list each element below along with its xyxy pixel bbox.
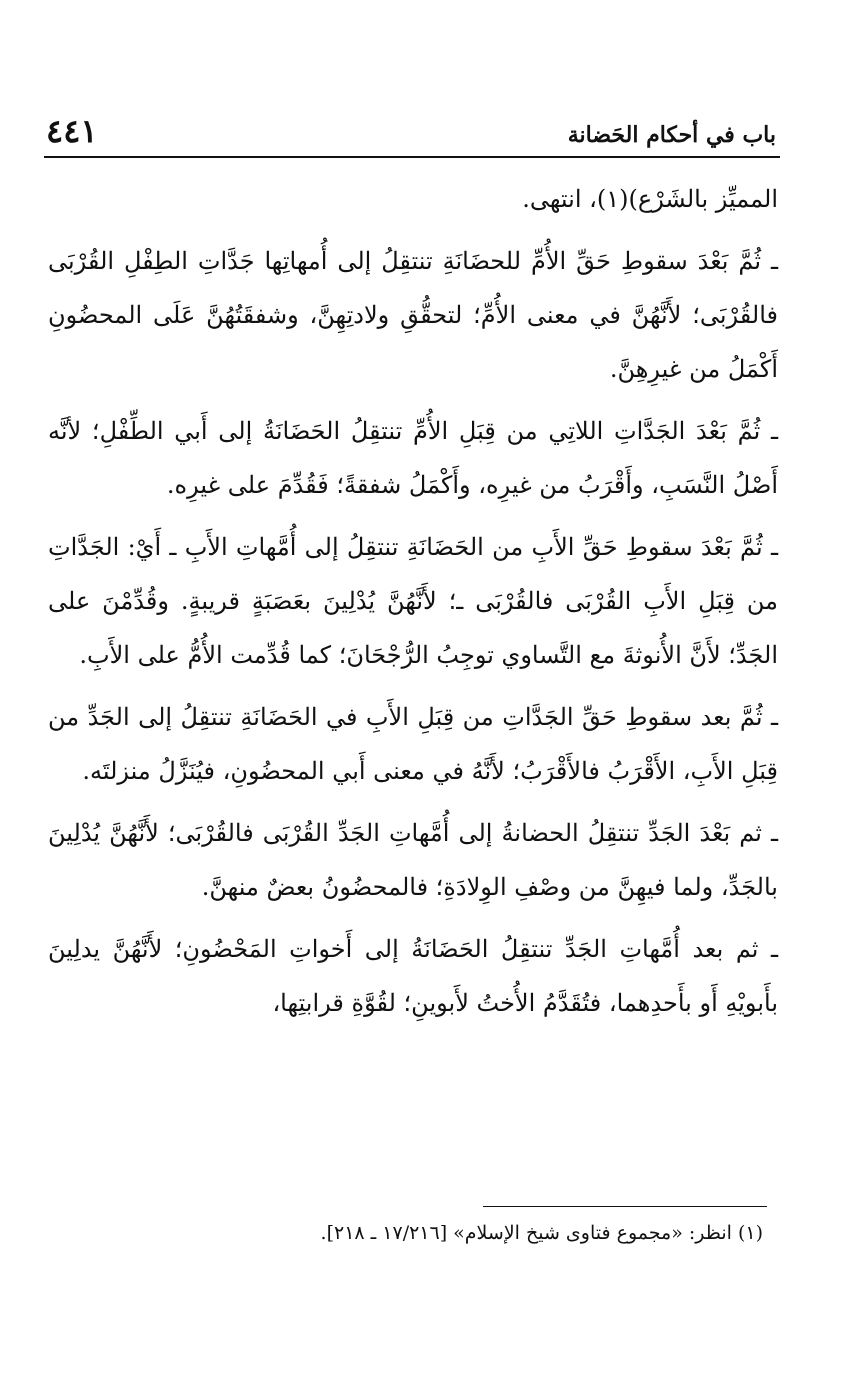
- running-title: باب في أحكام الحَضانة: [567, 122, 776, 148]
- footnote-rule: [483, 1206, 767, 1207]
- body-text: [48, 172, 778, 1038]
- page-header: [44, 112, 780, 152]
- paragraph-4: ـ ثُمَّ بَعْدَ سقوطِ حَقِّ الأَبِ من الحَضَانَةِ تنتقِلُ إلى أُمَّهاتِ الأَبِ ـ أَيْ: الجَدَّاتِ من قِبَلِ الأَبِ القُرْبَى فالقُرْبَى ـ؛ لأَنَّهُنَّ يُدْلِينَ بعَصَبَةٍ قريبةٍ. وقُدِّمْنَ على الجَدِّ؛ لأَنَّ الأُنوثةَ مع التَّساوي توجِبُ الرُّجْحَانَ؛ كما قُدِّمت الأُمُّ على الأَبِ.: [48, 533, 778, 669]
- paragraph-5: ـ ثُمَّ بعد سقوطِ حَقِّ الجَدَّاتِ من قِبَلِ الأَبِ في الحَضَانَةِ تنتقِلُ إلى الجَدِّ من قِبَلِ الأَبِ، الأَقْرَبُ فالأَقْرَبُ؛ لأَنَّهُ في معنى أَبي المحضُونِ، فيُنَزَّلُ منزلتَه.: [48, 703, 778, 785]
- paragraph-2: ـ ثُمَّ بَعْدَ سقوطِ حَقِّ الأُمِّ للحضَانَةِ تنتقِلُ إلى أُمهاتِها جَدَّاتِ الطِفْلِ القُرْبَى فالقُرْبَى؛ لأَنَّهُنَّ في معنى الأُمِّ؛ لتحقُّقِ ولادتِهِنَّ، وشفقَتُهُنَّ عَلَى المحضُونِ أَكْمَلُ من غيرِهِنَّ.: [48, 247, 778, 383]
- paragraph-7: ـ ثم بعد أُمَّهاتِ الجَدِّ تنتقِلُ الحَضَانَةُ إلى أَخواتِ المَحْضُونِ؛ لأَنَّهُنَّ يدلِينَ بأَبويْهِ أَو بأَحدِهما، فتُقَدَّمُ الأُختُ لأَبوينِ؛ لقُوَّةِ قرابتِها،: [48, 935, 778, 1017]
- header-rule: [44, 156, 780, 158]
- paragraph-3: ـ ثُمَّ بَعْدَ الجَدَّاتِ اللاتِي من قِبَلِ الأُمِّ تنتقِلُ الحَضَانَةُ إلى أَبي الطِّفْلِ؛ لأنَّه أَصْلُ النَّسَبِ، وأَقْرَبُ من غيرِه، وأَكْمَلُ شفقةً؛ فَقُدِّمَ على غيرِه.: [48, 417, 778, 499]
- page-number: ٤٤١: [46, 112, 98, 150]
- paragraph-6: ـ ثم بَعْدَ الجَدِّ تنتقِلُ الحضانةُ إلى أُمَّهاتِ الجَدِّ القُرْبَى فالقُرْبَى؛ لأَنَّهُنَّ يُدْلِينَ بالجَدِّ، ولما فيهِنَّ من وصْفِ الوِلادَةِ؛ فالمحضُونُ بعضٌ منهنَّ.: [48, 819, 778, 901]
- paragraph-1: المميِّز بالشَرْع)(١)، انتهى.: [522, 185, 778, 213]
- footnote: (١) انظر: «مجموع فتاوى شيخ الإسلام» [١٧/٢١٦ ـ ٢١٨].: [320, 1222, 763, 1244]
